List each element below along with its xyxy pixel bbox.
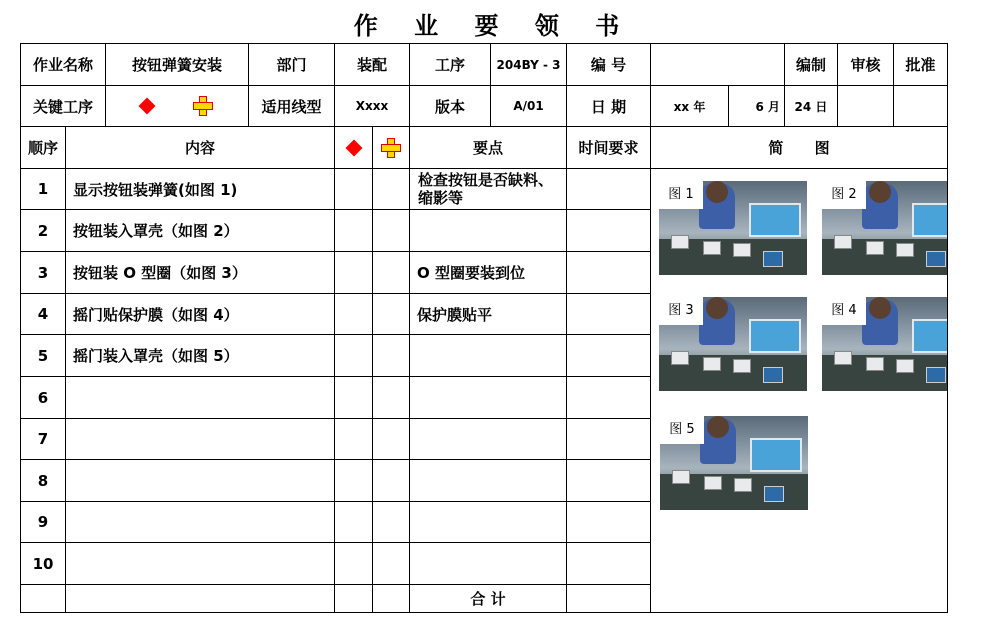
col-content: 内容	[66, 127, 335, 169]
col-seq: 顺序	[21, 127, 66, 169]
row-seq: 6	[21, 377, 66, 419]
row-content: 按钮装 O 型圈（如图 3）	[66, 252, 335, 294]
figure-1-photo	[659, 181, 807, 275]
cross-icon	[381, 138, 401, 158]
row-cross	[373, 335, 410, 377]
number-value	[651, 44, 785, 86]
figure-4-label: 图 4	[822, 297, 866, 325]
row-cross	[373, 294, 410, 335]
row-point	[410, 543, 567, 585]
row-seq: 5	[21, 335, 66, 377]
row-time	[567, 294, 651, 335]
row-cross	[373, 210, 410, 252]
row-cross	[373, 252, 410, 294]
figure-2-photo	[822, 181, 948, 275]
row-content: 摇门贴保护膜（如图 4）	[66, 294, 335, 335]
row-time	[567, 210, 651, 252]
dept-value: 装配	[335, 44, 410, 86]
row-diamond	[335, 460, 373, 502]
row-point	[410, 335, 567, 377]
compile-label: 编制	[785, 44, 838, 86]
row-point: 保护膜贴平	[410, 294, 567, 335]
dept-label: 部门	[249, 44, 335, 86]
row-time	[567, 419, 651, 460]
row-point	[410, 210, 567, 252]
row-content: 按钮装入罩壳（如图 2）	[66, 210, 335, 252]
row-cross	[373, 169, 410, 210]
row-cross	[373, 543, 410, 585]
row-cross	[373, 460, 410, 502]
review-label: 审核	[838, 44, 894, 86]
row-seq: 7	[21, 419, 66, 460]
date-day: 24 日	[785, 86, 838, 127]
number-label: 编 号	[567, 44, 651, 86]
version-label: 版本	[410, 86, 491, 127]
approve-sign	[894, 86, 948, 127]
row-point: O 型圈要装到位	[410, 252, 567, 294]
total-label: 合 计	[410, 585, 567, 613]
line-value: Xxxx	[335, 86, 410, 127]
process-value: 204BY - 3	[491, 44, 567, 86]
row-cross	[373, 419, 410, 460]
page-title: 作 业 要 领 书	[353, 12, 634, 40]
row-cross	[373, 502, 410, 543]
job-name-label: 作业名称	[21, 44, 106, 86]
row-seq: 1	[21, 169, 66, 210]
row-time	[567, 252, 651, 294]
figure-3-label: 图 3	[659, 297, 703, 325]
row-content	[66, 543, 335, 585]
total-cross	[373, 585, 410, 613]
job-name-value: 按钮弹簧安装	[106, 44, 249, 86]
date-year: xx 年	[651, 86, 729, 127]
key-process-symbols	[106, 86, 249, 127]
version-value: A/01	[491, 86, 567, 127]
row-content	[66, 377, 335, 419]
row-seq: 3	[21, 252, 66, 294]
col-time: 时间要求	[567, 127, 651, 169]
line-label: 适用线型	[249, 86, 335, 127]
row-point	[410, 502, 567, 543]
row-diamond	[335, 252, 373, 294]
row-content: 显示按钮装弹簧(如图 1)	[66, 169, 335, 210]
row-content	[66, 419, 335, 460]
row-seq: 2	[21, 210, 66, 252]
row-time	[567, 502, 651, 543]
row-diamond	[335, 335, 373, 377]
col-diamond	[335, 127, 373, 169]
col-diagram: 简 图	[651, 127, 948, 169]
figure-4-photo	[822, 297, 948, 391]
row-content	[66, 502, 335, 543]
diamond-icon	[139, 98, 156, 115]
row-point	[410, 419, 567, 460]
col-points: 要点	[410, 127, 567, 169]
row-diamond	[335, 377, 373, 419]
process-label: 工序	[410, 44, 491, 86]
row-time	[567, 335, 651, 377]
row-diamond	[335, 294, 373, 335]
row-point	[410, 460, 567, 502]
row-point: 检查按钮是否缺料、缩影等	[410, 169, 567, 210]
diamond-icon	[345, 140, 362, 157]
total-content	[66, 585, 335, 613]
cross-icon	[193, 96, 213, 116]
total-diamond	[335, 585, 373, 613]
row-time	[567, 543, 651, 585]
row-cross	[373, 377, 410, 419]
row-time	[567, 460, 651, 502]
total-time	[567, 585, 651, 613]
row-diamond	[335, 169, 373, 210]
row-diamond	[335, 419, 373, 460]
work-instruction-table	[20, 43, 948, 613]
figure-2-label: 图 2	[822, 181, 866, 209]
review-sign	[838, 86, 894, 127]
date-month: 6 月	[729, 86, 785, 127]
diagram-area	[651, 169, 948, 613]
row-seq: 8	[21, 460, 66, 502]
col-cross	[373, 127, 410, 169]
row-point	[410, 377, 567, 419]
row-diamond	[335, 210, 373, 252]
row-diamond	[335, 502, 373, 543]
total-seq	[21, 585, 66, 613]
row-seq: 9	[21, 502, 66, 543]
figure-3-photo	[659, 297, 807, 391]
row-diamond	[335, 543, 373, 585]
approve-label: 批准	[894, 44, 948, 86]
row-content: 摇门装入罩壳（如图 5）	[66, 335, 335, 377]
row-seq: 10	[21, 543, 66, 585]
figure-1-label: 图 1	[659, 181, 703, 209]
figure-5-photo	[660, 416, 808, 510]
figure-5-label: 图 5	[660, 416, 704, 444]
row-time	[567, 377, 651, 419]
row-time	[567, 169, 651, 210]
key-process-label: 关键工序	[21, 86, 106, 127]
date-label: 日 期	[567, 86, 651, 127]
row-seq: 4	[21, 294, 66, 335]
row-content	[66, 460, 335, 502]
